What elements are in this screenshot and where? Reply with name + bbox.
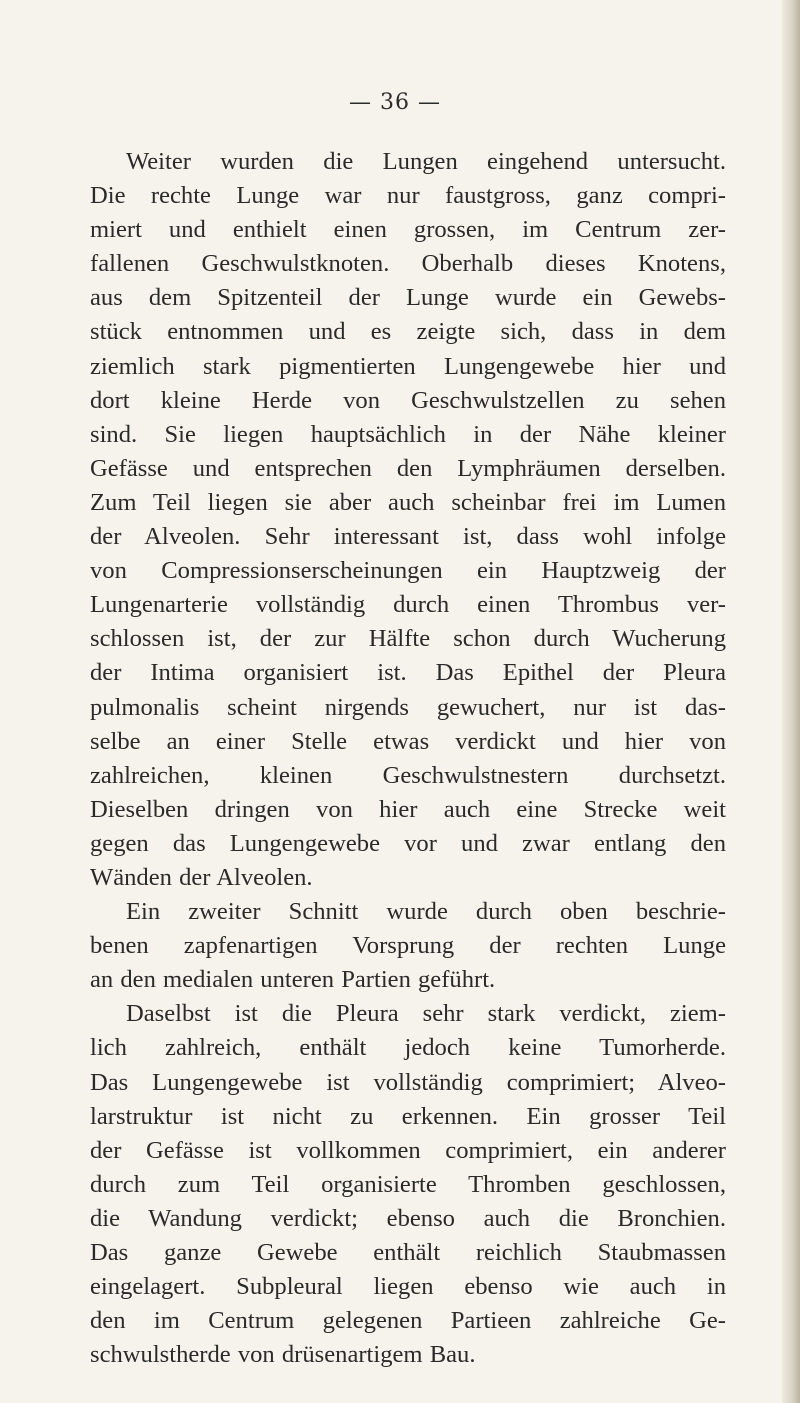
text-line: miert und enthielt einen grossen, im Centrum zer- [90, 216, 726, 244]
text-line: aus dem Spitzenteil der Lunge wurde ein Gewebs- [90, 284, 726, 312]
text-line: die Wandung verdickt; ebenso auch die Bronchien. [90, 1204, 726, 1232]
text-line: Dieselben dringen von hier auch eine Strecke weit [90, 795, 726, 823]
text-line: dort kleine Herde von Geschwulstzellen zu sehen [90, 386, 726, 414]
text-line: eingelagert. Subpleural liegen ebenso wie auch in [90, 1273, 726, 1301]
text-line: an den medialen unteren Partien geführt. [90, 966, 496, 994]
text-line: von Compressionserscheinungen ein Hauptzweig der [90, 557, 726, 585]
text-line: Weiter wurden die Lungen eingehend untersucht. [126, 148, 726, 175]
text-line: der Alveolen. Sehr interessant ist, dass wohl infolge [90, 523, 726, 551]
page-edge-shadow [782, 0, 800, 1403]
text-line: lich zahlreich, enthält jedoch keine Tumorherde. [90, 1034, 726, 1062]
text-line: stück entnommen und es zeigte sich, dass in dem [90, 318, 726, 346]
text-line: den im Centrum gelegenen Partieen zahlreiche Ge- [90, 1307, 726, 1335]
text-line: zahlreichen, kleinen Geschwulstnestern durchsetzt. [90, 761, 726, 789]
body-text [90, 145, 726, 1372]
text-line: ziemlich stark pigmentierten Lungengewebe hier und [90, 352, 726, 380]
text-line: selbe an einer Stelle etwas verdickt und hier von [90, 727, 726, 755]
text-line: sind. Sie liegen hauptsächlich in der Nähe kleiner [90, 420, 726, 448]
text-line: Daselbst ist die Pleura sehr stark verdickt, ziem- [126, 1000, 726, 1028]
text-line: fallenen Geschwulstknoten. Oberhalb dieses Knotens, [90, 250, 726, 278]
text-line: Die rechte Lunge war nur faustgross, ganz compri- [90, 182, 726, 210]
text-line: Lungenarterie vollständig durch einen Thrombus ver- [90, 591, 726, 619]
text-line: Das Lungengewebe ist vollständig comprimiert; Alveo- [90, 1068, 726, 1096]
text-line: der Intima organisiert ist. Das Epithel der Pleura [90, 659, 726, 687]
text-line: schwulstherde von drüsenartigem Bau. [90, 1341, 476, 1369]
text-line: Gefässe und entsprechen den Lymphräumen derselben. [90, 454, 726, 482]
text-line: der Gefässe ist vollkommen comprimiert, ein anderer [90, 1136, 726, 1164]
text-line: benen zapfenartigen Vorsprung der rechten Lunge [90, 932, 726, 960]
text-line: schlossen ist, der zur Hälfte schon durch Wucherung [90, 625, 726, 653]
text-line: pulmonalis scheint nirgends gewuchert, nur ist das- [90, 693, 726, 721]
text-line: Zum Teil liegen sie aber auch scheinbar frei im Lumen [90, 488, 726, 516]
text-line: Das ganze Gewebe enthält reichlich Staubmassen [90, 1239, 726, 1266]
text-line: Ein zweiter Schnitt wurde durch oben beschrie- [126, 898, 726, 926]
text-line: gegen das Lungengewebe vor und zwar entlang den [90, 829, 726, 857]
page-number: — 36 — [349, 90, 441, 115]
text-line: Wänden der Alveolen. [90, 863, 313, 891]
text-line: larstruktur ist nicht zu erkennen. Ein grosser Teil [90, 1102, 726, 1130]
text-line: durch zum Teil organisierte Thromben geschlossen, [90, 1170, 726, 1198]
